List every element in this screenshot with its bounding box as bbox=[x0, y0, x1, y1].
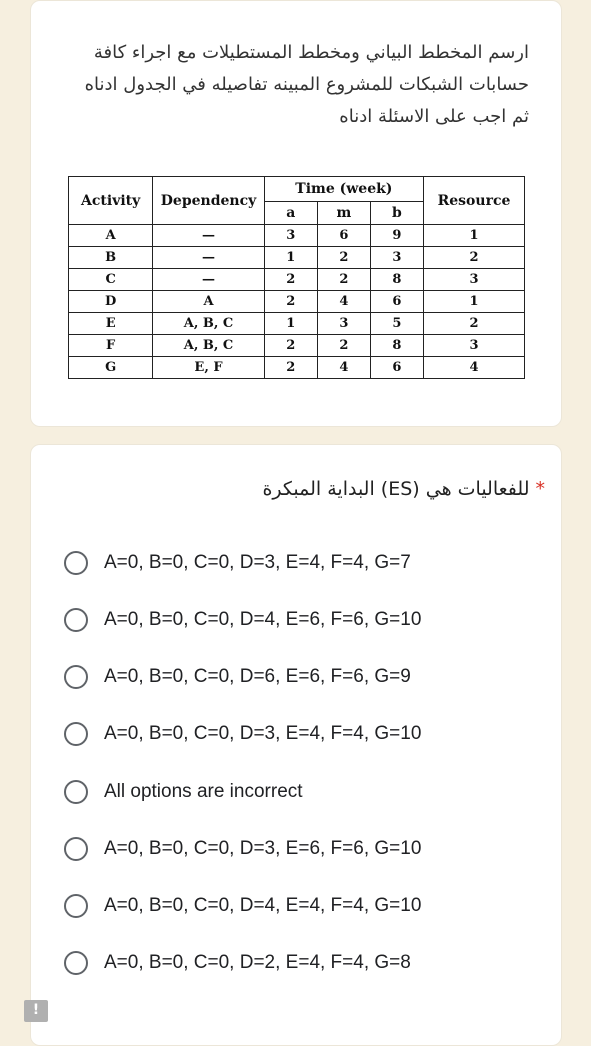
cell-activity: G bbox=[69, 357, 153, 379]
cell-b: 5 bbox=[370, 313, 423, 335]
cell-m: 3 bbox=[317, 313, 370, 335]
option-label: A=0, B=0, C=0, D=4, E=4, F=4, G=10 bbox=[104, 895, 422, 916]
option-label: A=0, B=0, C=0, D=2, E=4, F=4, G=8 bbox=[104, 952, 411, 973]
question-title-text: للفعاليات هي (ES) البداية المبكرة bbox=[262, 478, 530, 500]
cell-a: 2 bbox=[264, 335, 317, 357]
cell-b: 6 bbox=[370, 291, 423, 313]
cell-resource: 1 bbox=[424, 291, 525, 313]
question-title bbox=[262, 478, 545, 500]
table-row bbox=[69, 313, 525, 335]
option-label: A=0, B=0, C=0, D=3, E=6, F=6, G=10 bbox=[104, 838, 422, 859]
option-label: All options are incorrect bbox=[104, 781, 303, 802]
cell-m: 2 bbox=[317, 247, 370, 269]
option-label: A=0, B=0, C=0, D=3, E=4, F=4, G=10 bbox=[104, 723, 422, 744]
cell-dependency: — bbox=[153, 247, 264, 269]
cell-a: 1 bbox=[264, 247, 317, 269]
table-row bbox=[69, 225, 525, 247]
cell-resource: 2 bbox=[424, 247, 525, 269]
cell-dependency: E, F bbox=[153, 357, 264, 379]
cell-resource: 2 bbox=[424, 313, 525, 335]
radio-button[interactable] bbox=[64, 551, 88, 575]
radio-button[interactable] bbox=[64, 951, 88, 975]
cell-resource: 3 bbox=[424, 269, 525, 291]
cell-m: 2 bbox=[317, 269, 370, 291]
table-row bbox=[69, 291, 525, 313]
radio-button[interactable] bbox=[64, 722, 88, 746]
header-resource: Resource bbox=[424, 177, 525, 225]
cell-activity: E bbox=[69, 313, 153, 335]
cell-dependency: — bbox=[153, 269, 264, 291]
cell-activity: B bbox=[69, 247, 153, 269]
feedback-icon[interactable]: ! bbox=[24, 1000, 48, 1022]
cell-a: 1 bbox=[264, 313, 317, 335]
cell-activity: C bbox=[69, 269, 153, 291]
question-card bbox=[30, 0, 562, 427]
header-dependency: Dependency bbox=[153, 177, 264, 225]
cell-activity: A bbox=[69, 225, 153, 247]
header-a: a bbox=[264, 202, 317, 225]
table-row bbox=[69, 247, 525, 269]
radio-button[interactable] bbox=[64, 894, 88, 918]
option-8[interactable] bbox=[64, 948, 411, 978]
cell-b: 3 bbox=[370, 247, 423, 269]
option-5[interactable] bbox=[64, 777, 303, 807]
cell-m: 4 bbox=[317, 291, 370, 313]
cell-a: 2 bbox=[264, 357, 317, 379]
project-table bbox=[68, 176, 525, 379]
cell-activity: D bbox=[69, 291, 153, 313]
cell-activity: F bbox=[69, 335, 153, 357]
cell-resource: 4 bbox=[424, 357, 525, 379]
option-4[interactable] bbox=[64, 719, 421, 749]
cell-b: 8 bbox=[370, 269, 423, 291]
option-3[interactable] bbox=[64, 662, 411, 692]
option-2[interactable] bbox=[64, 605, 421, 635]
table-row bbox=[69, 269, 525, 291]
cell-dependency: A bbox=[153, 291, 264, 313]
option-label: A=0, B=0, C=0, D=3, E=4, F=4, G=7 bbox=[104, 552, 411, 573]
radio-button[interactable] bbox=[64, 780, 88, 804]
cell-b: 6 bbox=[370, 357, 423, 379]
option-label: A=0, B=0, C=0, D=6, E=6, F=6, G=9 bbox=[104, 666, 411, 687]
table-row bbox=[69, 335, 525, 357]
cell-a: 2 bbox=[264, 269, 317, 291]
required-mark: * bbox=[535, 478, 545, 500]
option-6[interactable] bbox=[64, 834, 421, 864]
table-row bbox=[69, 357, 525, 379]
option-label: A=0, B=0, C=0, D=4, E=6, F=6, G=10 bbox=[104, 609, 422, 630]
cell-a: 2 bbox=[264, 291, 317, 313]
cell-m: 6 bbox=[317, 225, 370, 247]
header-b: b bbox=[370, 202, 423, 225]
cell-resource: 3 bbox=[424, 335, 525, 357]
option-1[interactable] bbox=[64, 548, 411, 578]
header-m: m bbox=[317, 202, 370, 225]
radio-button[interactable] bbox=[64, 608, 88, 632]
cell-b: 9 bbox=[370, 225, 423, 247]
cell-b: 8 bbox=[370, 335, 423, 357]
cell-dependency: A, B, C bbox=[153, 313, 264, 335]
cell-m: 4 bbox=[317, 357, 370, 379]
cell-m: 2 bbox=[317, 335, 370, 357]
header-activity: Activity bbox=[69, 177, 153, 225]
radio-button[interactable] bbox=[64, 837, 88, 861]
cell-a: 3 bbox=[264, 225, 317, 247]
cell-dependency: A, B, C bbox=[153, 335, 264, 357]
cell-dependency: — bbox=[153, 225, 264, 247]
radio-button[interactable] bbox=[64, 665, 88, 689]
cell-resource: 1 bbox=[424, 225, 525, 247]
header-time: Time (week) bbox=[264, 177, 423, 202]
question-text: ارسم المخطط البياني ومخطط المستطيلات مع اجراء كافة حسابات الشبكات للمشروع المبينه تفاصيله في الجدول ادناه ثم اجب على الاسئلة ادناه bbox=[84, 42, 529, 127]
option-7[interactable] bbox=[64, 891, 421, 921]
